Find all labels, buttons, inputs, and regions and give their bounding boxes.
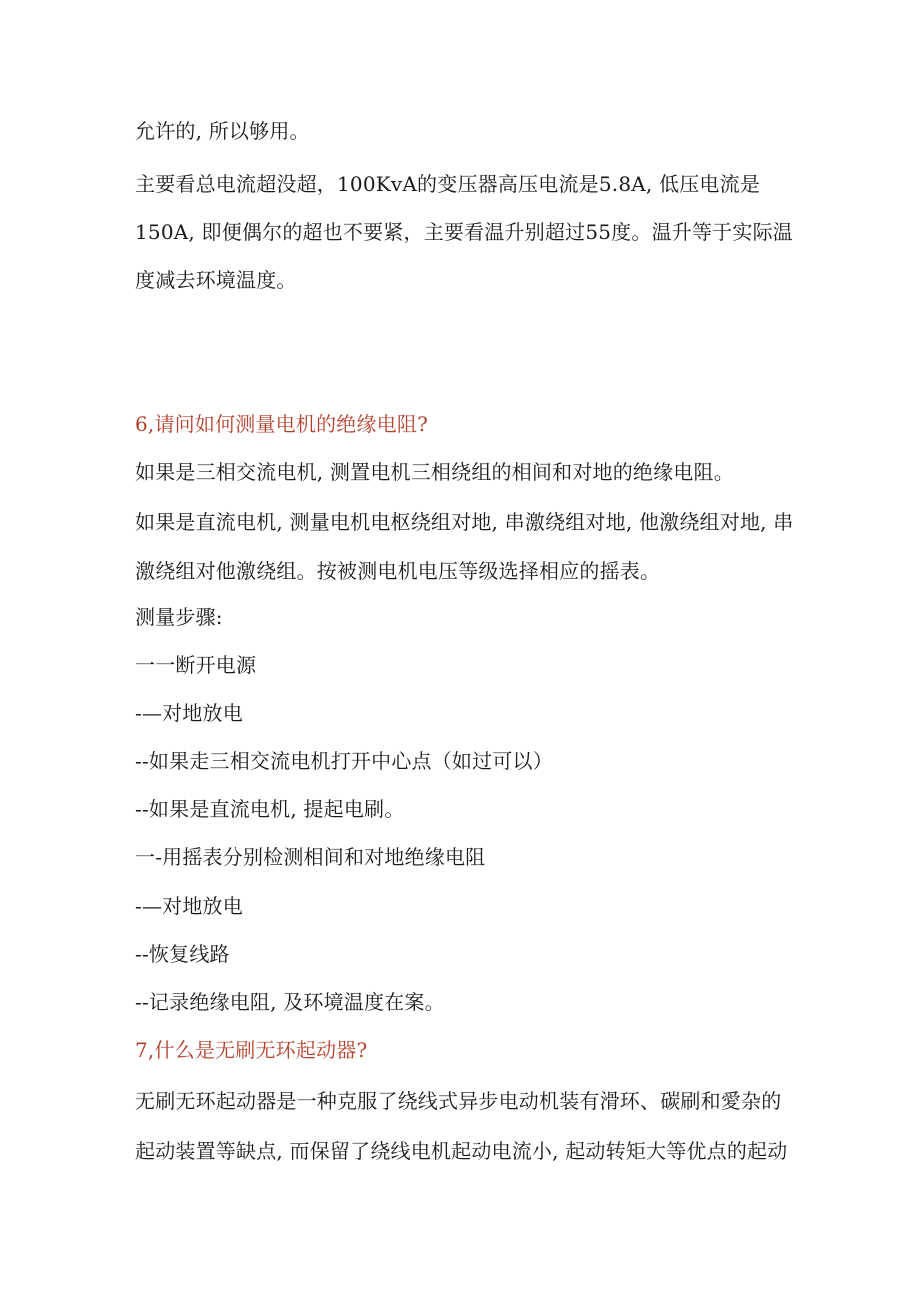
paragraph-line: 如果是直流电机, 测量电机电枢绕组对地, 串激绕组对地, 他激绕组对地, 串 [135, 510, 794, 534]
paragraph-line: 如果是三相交流电机, 测置电机三相绕组的相间和对地的绝缘电阻。 [135, 460, 734, 484]
step-item: --恢复线路 [135, 942, 230, 966]
step-item: 一-用摇表分别检测相间和对地绝缘电阻 [135, 845, 486, 869]
paragraph-line: 激绕组对他激绕组。按被测电机电压等级选择相应的摇表。 [135, 559, 661, 583]
paragraph-line: 主要看总电流超没超，100KvA的变压器高压电流是5.8A, 低压电流是 [135, 172, 761, 196]
step-item: -—对地放电 [135, 701, 243, 725]
paragraph-line: 允许的, 所以够用。 [135, 119, 310, 143]
step-item: --记录绝缘电阻, 及环境温度在案。 [135, 990, 445, 1014]
section-heading: 6,请问如何测量电机的绝缘电阻? [135, 412, 429, 436]
section-heading: 7,什么是无刷无环起动器? [135, 1038, 368, 1062]
step-item: --如果走三相交流电机打开中心点（如过可以） [135, 749, 553, 773]
step-label: 测量步骤: [135, 605, 223, 629]
paragraph-line: 无刷无环起动器是一种克服了绕线式异步电动机装有滑环、碳刷和愛杂的 [135, 1089, 782, 1113]
step-item: 一一断开电源 [135, 653, 257, 677]
step-item: --如果是直流电机, 提起电刷。 [135, 797, 405, 821]
paragraph-line: 起动装置等缺点, 而保留了绕线电机起动电流小, 起动转矩大等优点的起动 [135, 1139, 788, 1163]
step-item: -—对地放电 [135, 894, 243, 918]
paragraph-line: 150A, 即便偶尔的超也不要紧，主要看温升别超过55度。温升等于实际温 [135, 220, 793, 244]
paragraph-line: 度减去环境温度。 [135, 268, 297, 292]
